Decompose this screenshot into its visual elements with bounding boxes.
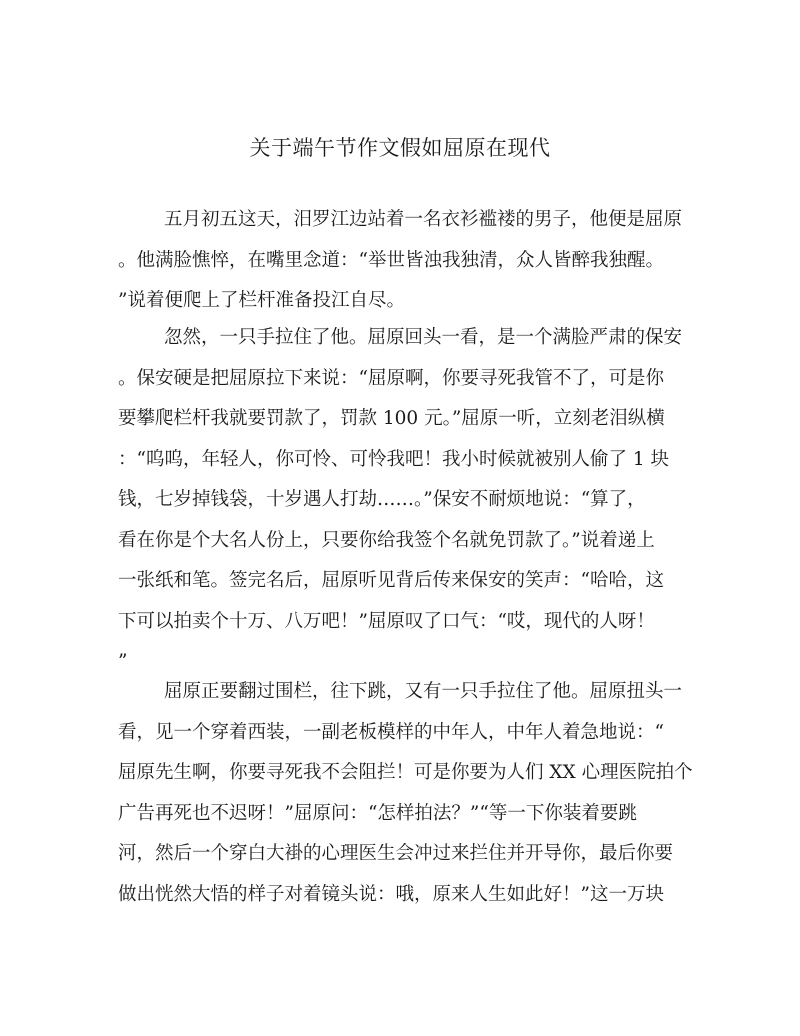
text-line: 下可以拍卖个十万、八万吧！”屈原叹了口气：“哎，现代的人呀！ xyxy=(118,610,655,632)
text-line: 。他满脸憔悴，在嘴里念道：“举世皆浊我独清，众人皆醉我独醒。 xyxy=(118,249,664,271)
text-line: 。保安硬是把屈原拉下来说：“屈原啊，你要寻死我管不了，可是你 xyxy=(118,367,664,389)
paragraph-2 xyxy=(118,318,683,683)
text-line: 看在你是个大名人份上，只要你给我签个名就免罚款了。”说着递上 xyxy=(118,529,655,551)
text-line: 要攀爬栏杆我就要罚款了，罚款 100 元。”屈原一听，立刻老泪纵横 xyxy=(118,408,665,429)
text-line: ”说着便爬上了栏杆准备投江自尽。 xyxy=(118,290,405,311)
text-line: 忽然，一只手拉住了他。屈原回头一看，是一个满脸严肃的保安 xyxy=(164,327,683,348)
text-line: 屈原先生啊，你要寻死我不会阻拦！可是你要为人们 XX 心理医院拍个 xyxy=(118,762,693,783)
text-line: 河，然后一个穿白大褂的心理医生会冲过来拦住并开导你，最后你要 xyxy=(118,843,674,864)
text-line: 屈原正要翻过围栏，往下跳，又有一只手拉住了他。屈原扭头一 xyxy=(164,681,683,702)
text-line: 一张纸和笔。签完名后，屈原听见背后传来保安的笑声：“哈哈，这 xyxy=(118,570,664,591)
text-line: 做出恍然大悟的样子对着镜头说：哦，原来人生如此好！”这一万块 xyxy=(118,883,664,905)
text-line: 五月初五这天，汨罗江边站着一名衣衫褴褛的男子，他便是屈原 xyxy=(164,209,683,230)
text-line: 钱，七岁掉钱袋，十岁遇人打劫……。”保安不耐烦地说：“算了， xyxy=(118,489,646,510)
paragraph-1 xyxy=(118,200,683,322)
paragraph-3 xyxy=(118,672,693,915)
text-line: 看，见一个穿着西装，一副老板模样的中年人，中年人着急地说：“ xyxy=(118,721,664,743)
text-line: ” xyxy=(118,651,128,672)
text-line: ：“呜呜，年轻人，你可怜、可怜我吧！我小时候就被别人偷了 1 块 xyxy=(118,448,669,470)
document-title: 关于端午节作文假如屈原在现代 xyxy=(249,136,551,160)
text-line: 广告再死也不迟呀！”屈原问：“怎样拍法？”“等一下你装着要跳 xyxy=(118,802,637,824)
